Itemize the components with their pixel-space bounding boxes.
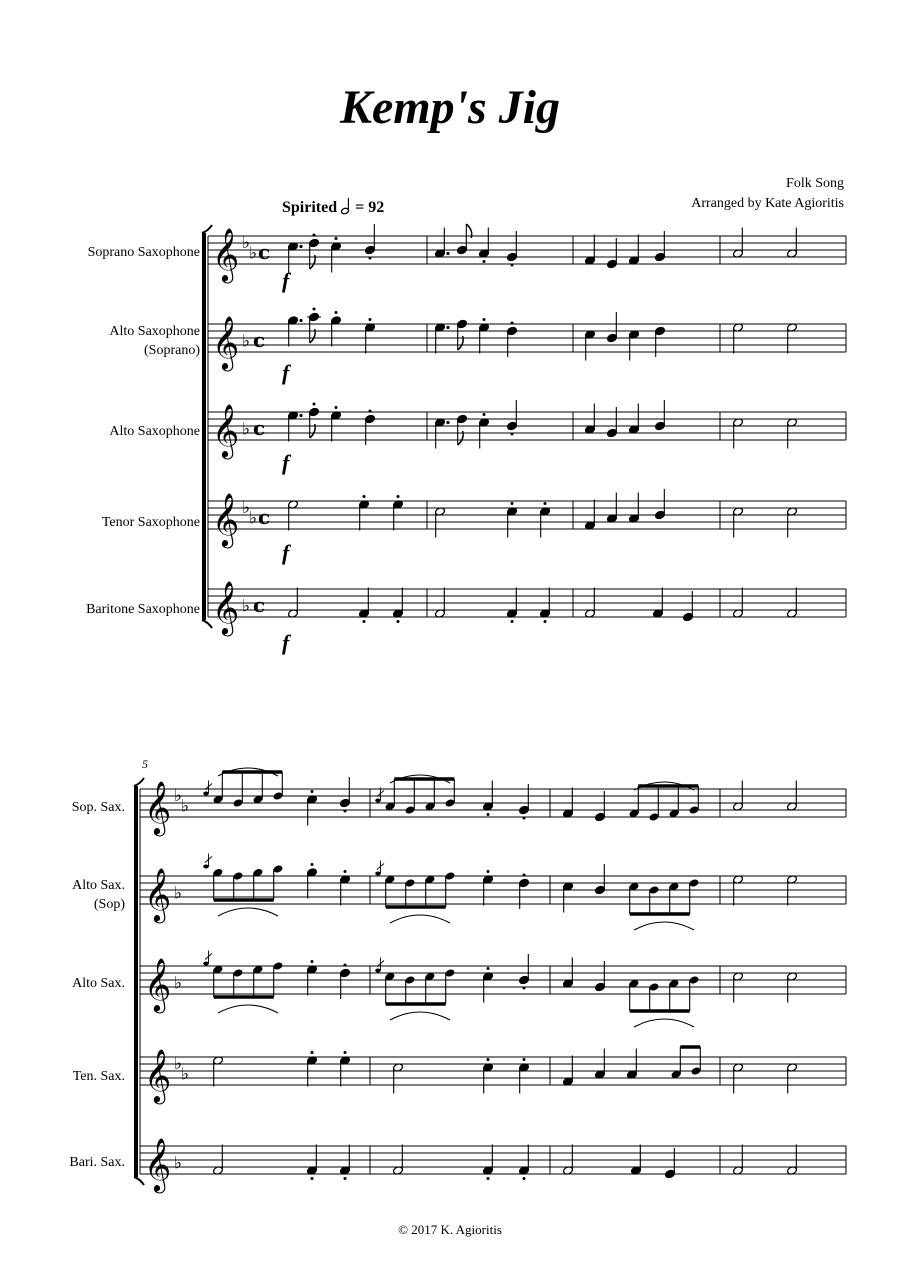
tempo-label: Spirited (282, 199, 338, 217)
dynamic-forte: f (282, 360, 290, 385)
flat-sign: ♭ (174, 973, 183, 994)
treble-clef: 𝄞 (212, 315, 240, 369)
system-bracket (202, 233, 206, 620)
treble-clef: 𝄞 (212, 580, 240, 634)
flat-sign: ♭ (174, 1054, 183, 1074)
instrument-label-alto-soprano: Alto Saxophone (Soprano) (109, 324, 200, 358)
grace-note (375, 799, 381, 803)
flat-sign: ♭ (249, 243, 258, 264)
flat-sign: ♭ (242, 498, 251, 518)
staccato-dot (483, 260, 486, 263)
staccato-dot (483, 318, 486, 321)
staccato-dot (511, 322, 514, 325)
staccato-dot (335, 237, 338, 240)
staccato-dot (511, 502, 514, 505)
treble-clef: 𝄞 (212, 492, 240, 546)
instrument-label-tenor: Tenor Saxophone (101, 515, 200, 530)
tempo-bpm: = 92 (355, 199, 385, 217)
flat-sign: ♭ (181, 1064, 190, 1085)
staccato-dot (523, 987, 526, 990)
flat-sign: ♭ (174, 1153, 183, 1174)
bracket-end (134, 1177, 144, 1185)
instrument-label-tenor-short: Ten. Sax. (72, 1069, 125, 1084)
grace-note (375, 872, 381, 876)
flat-sign: ♭ (249, 508, 258, 529)
staccato-dot (523, 817, 526, 820)
staccato-dot (511, 433, 514, 436)
treble-clef: 𝄞 (144, 780, 172, 834)
staccato-dot (487, 1177, 490, 1180)
instrument-label-alto-short: Alto Sax. (72, 976, 125, 991)
system-bracket (134, 786, 138, 1177)
instrument-label-baritone: Baritone Saxophone (86, 602, 200, 617)
staccato-dot (313, 234, 316, 237)
bracket-end (202, 225, 212, 233)
flat-sign: ♭ (242, 233, 251, 253)
common-time: c (253, 416, 266, 440)
composer-line: Folk Song (786, 176, 844, 191)
staccato-dot (335, 311, 338, 314)
flat-sign: ♭ (174, 883, 183, 904)
staccato-dot (397, 620, 400, 623)
flat-sign: ♭ (242, 596, 251, 617)
common-time: c (258, 240, 271, 264)
instrument-label-soprano: Soprano Saxophone (87, 245, 200, 260)
staccato-dot (483, 413, 486, 416)
staccato-dot (363, 620, 366, 623)
common-time: c (253, 593, 266, 617)
treble-clef: 𝄞 (212, 227, 240, 281)
staccato-dot (311, 960, 314, 963)
dynamic-forte: f (282, 450, 290, 475)
slur (218, 908, 278, 916)
staccato-dot (369, 257, 372, 260)
flat-sign: ♭ (242, 331, 251, 352)
tempo-marking (282, 197, 384, 220)
flat-sign: ♭ (242, 419, 251, 440)
grace-note (203, 865, 209, 869)
augmentation-dot (299, 245, 302, 248)
measure-number: 5 (142, 757, 148, 771)
staccato-dot (487, 967, 490, 970)
grace-note (375, 969, 381, 973)
common-time: c (253, 328, 266, 352)
staccato-dot (369, 318, 372, 321)
staccato-dot (313, 308, 316, 311)
staccato-dot (511, 264, 514, 267)
staccato-dot (487, 870, 490, 873)
slur (634, 1019, 694, 1027)
augmentation-dot (299, 414, 302, 417)
staccato-dot (344, 1177, 347, 1180)
bracket-end (134, 778, 144, 786)
grace-note (203, 962, 209, 966)
flat-sign: ♭ (174, 786, 183, 806)
half-note-icon (341, 197, 351, 220)
dynamic-forte: f (282, 268, 290, 293)
augmentation-dot (299, 319, 302, 322)
staccato-dot (487, 813, 490, 816)
score-title: Kemp's Jig (339, 81, 560, 134)
slur (218, 1005, 278, 1013)
copyright-footer: © 2017 K. Agioritis (398, 1222, 502, 1237)
common-time: c (258, 505, 271, 529)
staccato-dot (544, 502, 547, 505)
slur (634, 922, 694, 930)
treble-clef: 𝄞 (144, 867, 172, 921)
augmentation-dot (446, 252, 449, 255)
slur (390, 915, 450, 923)
treble-clef: 𝄞 (144, 1048, 172, 1102)
instrument-label-baritone-short: Bari. Sax. (69, 1155, 125, 1170)
staccato-dot (344, 964, 347, 967)
staccato-dot (313, 403, 316, 406)
staccato-dot (363, 495, 366, 498)
augmentation-dot (446, 326, 449, 329)
instrument-label-alto: Alto Saxophone (109, 424, 200, 439)
staccato-dot (544, 620, 547, 623)
staccato-dot (311, 790, 314, 793)
staccato-dot (487, 1058, 490, 1061)
treble-clef: 𝄞 (144, 1137, 172, 1191)
composer-block (691, 174, 844, 214)
staccato-dot (311, 863, 314, 866)
slur (390, 1012, 450, 1020)
arranger-line: Arranged by Kate Agioritis (691, 196, 844, 211)
staccato-dot (369, 410, 372, 413)
treble-clef: 𝄞 (144, 957, 172, 1011)
staccato-dot (311, 1177, 314, 1180)
staccato-dot (335, 406, 338, 409)
staccato-dot (311, 1051, 314, 1054)
staccato-dot (523, 874, 526, 877)
staccato-dot (344, 1051, 347, 1054)
augmentation-dot (446, 421, 449, 424)
staccato-dot (523, 1177, 526, 1180)
staccato-dot (344, 810, 347, 813)
flat-sign: ♭ (181, 796, 190, 817)
dynamic-forte: f (282, 630, 290, 655)
treble-clef: 𝄞 (212, 403, 240, 457)
staccato-dot (397, 495, 400, 498)
bracket-end (202, 620, 212, 628)
staccato-dot (344, 870, 347, 873)
staccato-dot (523, 1058, 526, 1061)
instrument-label-alto-soprano-short: Alto Sax. (Sop) (72, 878, 125, 912)
staccato-dot (511, 620, 514, 623)
dynamic-forte: f (282, 540, 290, 565)
grace-note (203, 792, 209, 796)
instrument-label-soprano-short: Sop. Sax. (71, 800, 125, 815)
